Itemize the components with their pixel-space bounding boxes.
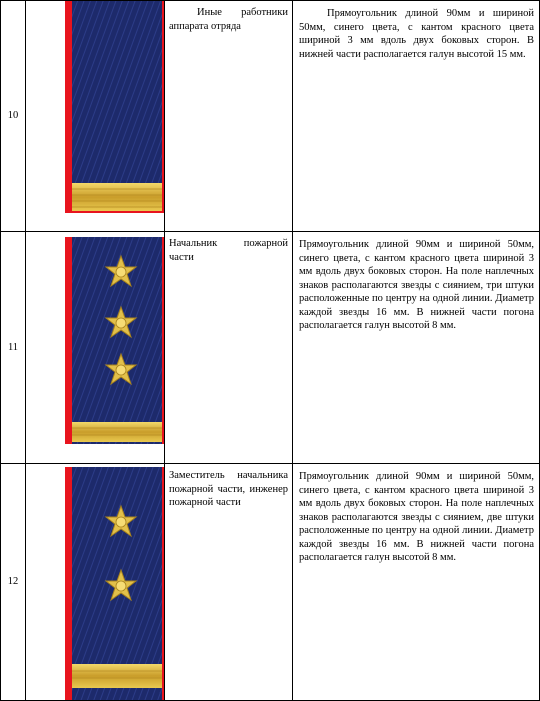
row-number: 10 [1,1,26,232]
strap-image-cell [26,232,165,464]
description-cell [293,464,540,701]
position-cell [165,1,293,232]
table-row [1,464,540,701]
table-row [1,232,540,464]
description-text: Прямоугольник длиной 90мм и шириной 50мм, синего цвета, с кантом красного цвета шириной 3 мм вдоль двух боковых сторон. В нижней части располагается галун высотой 15 мм. [299,8,534,60]
row-number: 12 [1,464,26,701]
strap-image-cell [26,464,165,701]
position-title: Заместитель начальника пожарной части, инженер пожарной части [169,470,288,508]
shoulder-strap-image [26,464,164,700]
strap-image-cell [26,1,165,232]
shoulder-strap-image [26,232,164,463]
position-title: Иные работники аппарата отряда [169,7,288,32]
position-cell [165,232,293,464]
description-cell [293,232,540,464]
description-cell [293,1,540,232]
description-text: Прямоугольник длиной 90мм и шириной 50мм, синего цвета, с кантом красного цвета шириной 3 мм вдоль двух боковых сторон. На поле наплечных знаков располагаются звезды с сиянием, две штуки расположенные по центру на одной линии. Диаметр каждой звезды 16 мм. В нижней части погона располагается галун высотой 8 мм. [299,471,534,563]
description-text: Прямоугольник длиной 90мм и шириной 50мм, синего цвета, с кантом красного цвета шириной 3 мм вдоль двух боковых сторон. На поле наплечных знаков располагаются звезды с сиянием, три штуки расположенные по центру на одной линии. Диаметр каждой звезды 16 мм. В нижней части погона располагается галун высотой 8 мм. [299,239,534,331]
position-title: Начальник пожарной части [169,238,288,263]
table-row [1,1,540,232]
position-cell [165,464,293,701]
shoulder-strap-image [26,1,164,231]
row-number: 11 [1,232,26,464]
